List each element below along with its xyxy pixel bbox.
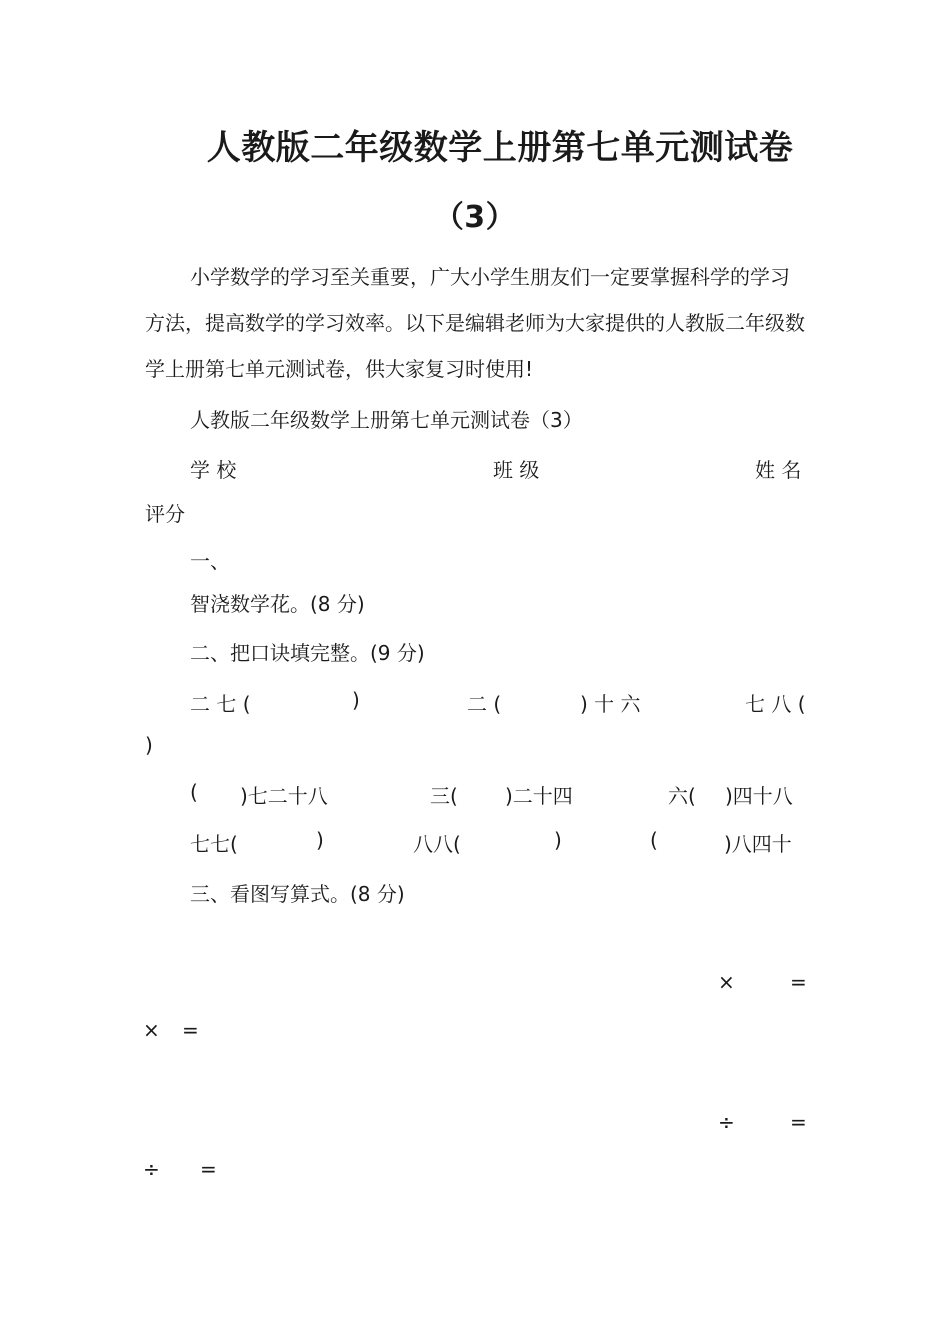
row3-cell: )	[316, 828, 324, 852]
intro-paragraph	[145, 254, 807, 392]
section3-heading: 三、看图写算式。(8 分)	[190, 882, 405, 906]
divide-sign: ÷	[143, 1157, 160, 1181]
equals-sign: =	[790, 970, 807, 994]
score-label: 评分	[145, 502, 185, 526]
name-label: 姓 名	[755, 458, 802, 482]
row3-cell: (	[650, 828, 658, 852]
times-sign: ×	[718, 970, 735, 994]
row3-cell: )八四十	[724, 832, 792, 856]
row1-cell: 二 (	[467, 692, 502, 716]
equals-sign: =	[790, 1110, 807, 1134]
section1-heading: 智浇数学花。(8 分)	[190, 592, 365, 616]
times-sign: ×	[143, 1018, 160, 1042]
row1-cell: 二 七 (	[190, 692, 251, 716]
intro-text: 小学数学的学习至关重要，广大小学生朋友们一定要掌握科学的学习方法，提高数学的学习效率。以下是编辑老师为大家提供的人教版二年级数学上册第七单元测试卷，供大家复习时使用!	[145, 265, 805, 381]
row2-cell: 三(	[430, 784, 458, 808]
row2-cell: )七二十八	[240, 784, 328, 808]
row3-cell: )	[554, 828, 562, 852]
row2-cell: )四十八	[725, 784, 793, 808]
row2-cell: 六(	[668, 784, 696, 808]
row1-cell: 七 八 (	[745, 692, 806, 716]
row2-cell: (	[190, 780, 198, 804]
divide-sign: ÷	[718, 1110, 735, 1134]
document-title-number: （3）	[433, 200, 517, 235]
row3-cell: 八八(	[413, 832, 461, 856]
class-label: 班 级	[493, 458, 540, 482]
equals-sign: =	[182, 1018, 199, 1042]
row1-cell: )	[145, 733, 153, 757]
row1-cell: )	[352, 688, 360, 712]
section1-number: 一、	[190, 549, 230, 573]
row3-cell: 七七(	[190, 832, 238, 856]
section2-heading: 二、把口诀填完整。(9 分)	[190, 641, 425, 665]
equals-sign: =	[200, 1157, 217, 1181]
school-label: 学 校	[190, 458, 237, 482]
row2-cell: )二十四	[505, 784, 573, 808]
subtitle: 人教版二年级数学上册第七单元测试卷（3）	[190, 408, 583, 432]
document-title: 人教版二年级数学上册第七单元测试卷	[206, 128, 794, 168]
row1-cell: ) 十 六	[580, 692, 641, 716]
